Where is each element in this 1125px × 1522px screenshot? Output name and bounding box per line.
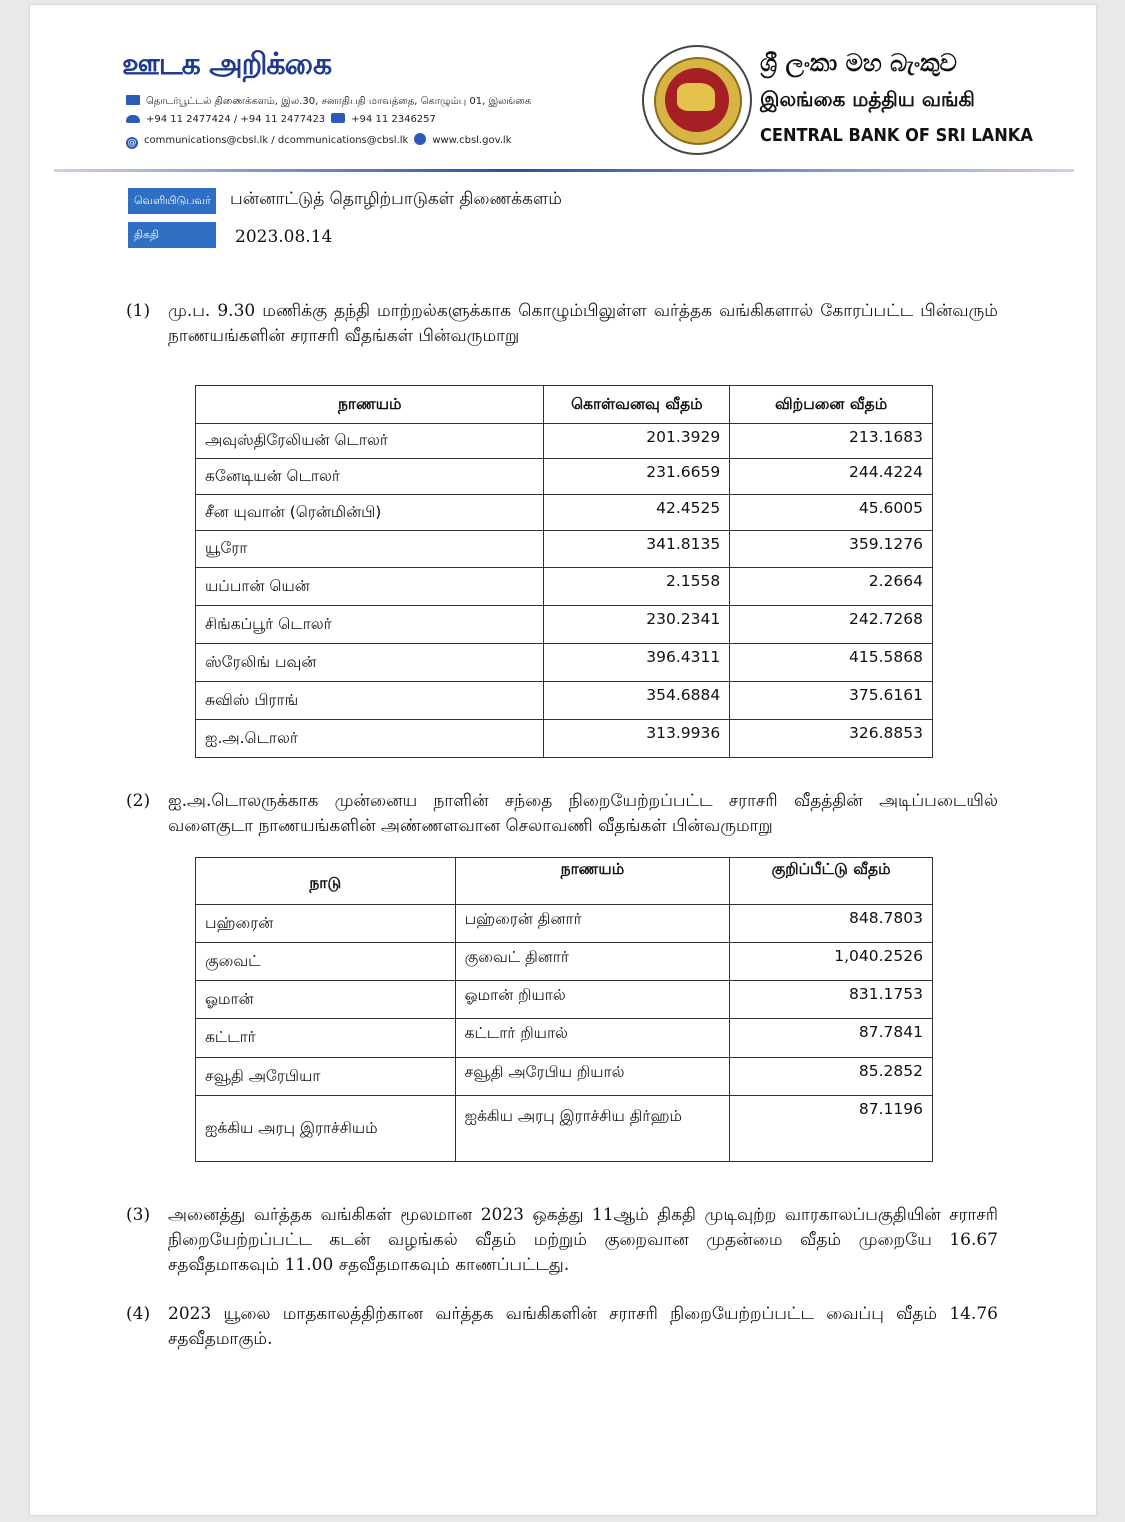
currency-cell: ஐக்கிய அரபு இராச்சிய திர்ஹம் [455, 1096, 730, 1162]
currency-cell: சவூதி அரேபிய றியால் [455, 1058, 730, 1096]
buy-rate-cell: 341.8135 [544, 531, 730, 568]
sell-rate-cell: 2.2664 [730, 568, 933, 606]
table-row [196, 1058, 933, 1096]
website-text[interactable]: www.cbsl.gov.lk [432, 135, 512, 146]
press-release-page [30, 5, 1096, 1515]
section-4-text: 2023 யூலை மாதகாலத்திற்கான வர்த்தக வங்கிகளின் சராசரி நிறையேற்றப்பட்ட வைப்பு வீதம் 14.76 சதவீதமாகும். [168, 1304, 998, 1349]
currency-cell: சுவிஸ் பிராங் [196, 682, 544, 720]
table-row [196, 568, 933, 606]
table-row [196, 644, 933, 682]
date-value: 2023.08.14 [235, 227, 333, 247]
date-label: திகதி [128, 222, 216, 248]
currency-cell: ஓமான் றியால் [455, 981, 730, 1019]
country-cell: ஐக்கிய அரபு இராச்சியம் [196, 1096, 456, 1162]
mail-icon [126, 95, 140, 105]
section-1-text: மு.ப. 9.30 மணிக்கு தந்தி மாற்றல்களுக்காக கொழும்பிலுள்ள வர்த்தக வங்கிகளால் கோரப்பட்ட பின்வரும் நாணயங்களின் சராசரி வீதங்கள் பின்வருமாறு [168, 301, 998, 346]
exchange-rates-table [195, 385, 933, 758]
buy-rate-cell: 231.6659 [544, 459, 730, 495]
buy-rate-cell: 313.9936 [544, 720, 730, 758]
column-header: நாணயம் [196, 386, 544, 424]
section-3-number: (3) [126, 1205, 151, 1225]
rate-cell: 848.7803 [730, 905, 933, 943]
table-row [196, 1019, 933, 1058]
rate-cell: 1,040.2526 [730, 943, 933, 981]
table-row [196, 943, 933, 981]
sell-rate-cell: 244.4224 [730, 459, 933, 495]
section-1-number: (1) [126, 301, 151, 321]
publisher-value: பன்னாட்டுத் தொழிற்பாடுகள் திணைக்களம் [230, 189, 562, 209]
country-cell: குவைட் [196, 943, 456, 981]
currency-cell: யூரோ [196, 531, 544, 568]
table-row [196, 531, 933, 568]
sell-rate-cell: 375.6161 [730, 682, 933, 720]
cbsl-seal-logo [642, 45, 752, 155]
sell-rate-cell: 213.1683 [730, 424, 933, 459]
fax-text: +94 11 2346257 [351, 114, 436, 125]
fax-icon [331, 113, 345, 123]
phone-line [126, 113, 436, 125]
lion-icon [677, 83, 715, 111]
table-row [196, 495, 933, 531]
email-line [126, 133, 512, 149]
sell-rate-cell: 242.7268 [730, 606, 933, 644]
buy-rate-cell: 42.4525 [544, 495, 730, 531]
bank-name-sinhala: ශ්‍රී ලංකා මහ බැංකුව [760, 49, 957, 77]
currency-cell: சீன யுவான் (ரென்மின்பி) [196, 495, 544, 531]
press-release-title: ஊடக அறிக்கை [122, 47, 332, 82]
bank-name-tamil: இலங்கை மத்திய வங்கி [760, 87, 975, 111]
currency-cell: சிங்கப்பூர் டொலர் [196, 606, 544, 644]
table-header-row [196, 386, 933, 424]
buy-rate-cell: 396.4311 [544, 644, 730, 682]
address-text: தொடர்பூட்டல் திணைக்களம், இல.30, சனாதிபதி மாவத்தை, கொழும்பு 01, இலங்கை [146, 96, 532, 107]
sell-rate-cell: 326.8853 [730, 720, 933, 758]
currency-cell: அவுஸ்திரேலியன் டொலர் [196, 424, 544, 459]
section-3-text: அனைத்து வர்த்தக வங்கிகள் மூலமான 2023 ஒகத்து 11ஆம் திகதி முடிவுற்ற வாரகாலப்பகுதியின் சராசரி நிறையேற்றப்பட்ட கடன் வழங்கல் வீதம் மற்றும் குறைவான முதன்மை வீதம் முறையே 16.67 சதவீதமாகவும் 11.00 சதவீதமாகவும் காணப்பட்டது. [168, 1205, 998, 1275]
rate-cell: 85.2852 [730, 1058, 933, 1096]
column-header: கொள்வனவு வீதம் [544, 386, 730, 424]
address-line [126, 95, 531, 108]
buy-rate-cell: 354.6884 [544, 682, 730, 720]
column-header: விற்பனை வீதம் [730, 386, 933, 424]
at-icon: @ [127, 138, 137, 148]
country-cell: ஓமான் [196, 981, 456, 1019]
sell-rate-cell: 45.6005 [730, 495, 933, 531]
phone-text: +94 11 2477424 / +94 11 2477423 [146, 114, 326, 125]
country-cell: பஹ்ரைன் [196, 905, 456, 943]
buy-rate-cell: 230.2341 [544, 606, 730, 644]
bank-name-english: CENTRAL BANK OF SRI LANKA [760, 125, 1033, 146]
currency-cell: ஐ.அ.டொலர் [196, 720, 544, 758]
table-row [196, 981, 933, 1019]
phone-icon [126, 115, 140, 123]
currency-cell: கனேடியன் டொலர் [196, 459, 544, 495]
column-header: குறிப்பீட்டு வீதம் [730, 858, 933, 905]
section-2-text: ஐ.அ.டொலருக்காக முன்னைய நாளின் சந்தை நிறையேற்றப்பட்ட சராசரி வீதத்தின் அடிப்படையில் வளைகுடா நாணயங்களின் அண்ணளவான செலாவணி வீதங்கள் பின்வருமாறு [168, 791, 998, 836]
table-header-row [196, 858, 933, 905]
buy-rate-cell: 2.1558 [544, 568, 730, 606]
currency-cell: ஸ்ரேலிங் பவுன் [196, 644, 544, 682]
country-cell: சவூதி அரேபியா [196, 1058, 456, 1096]
table-row [196, 1096, 933, 1162]
column-header: நாடு [196, 858, 456, 905]
currency-cell: யப்பான் யென் [196, 568, 544, 606]
column-header: நாணயம் [455, 858, 730, 905]
rate-cell: 87.1196 [730, 1096, 933, 1162]
publisher-label: வெளியிடுபவர் [128, 188, 216, 214]
email-text[interactable]: communications@cbsl.lk / dcommunications@cbsl.lk [144, 135, 409, 146]
sell-rate-cell: 415.5868 [730, 644, 933, 682]
globe-icon [414, 133, 426, 145]
currency-cell: கட்டார் றியால் [455, 1019, 730, 1058]
table-row [196, 720, 933, 758]
table-row [196, 606, 933, 644]
section-2-number: (2) [126, 791, 151, 811]
rate-cell: 831.1753 [730, 981, 933, 1019]
country-cell: கட்டார் [196, 1019, 456, 1058]
header-divider [54, 169, 1074, 172]
table-row [196, 905, 933, 943]
rate-cell: 87.7841 [730, 1019, 933, 1058]
gulf-rates-table [195, 857, 933, 1162]
section-4-number: (4) [126, 1304, 151, 1324]
currency-cell: பஹ்ரைன் தினார் [455, 905, 730, 943]
currency-cell: குவைட் தினார் [455, 943, 730, 981]
sell-rate-cell: 359.1276 [730, 531, 933, 568]
buy-rate-cell: 201.3929 [544, 424, 730, 459]
table-row [196, 682, 933, 720]
table-row [196, 424, 933, 459]
table-row [196, 459, 933, 495]
